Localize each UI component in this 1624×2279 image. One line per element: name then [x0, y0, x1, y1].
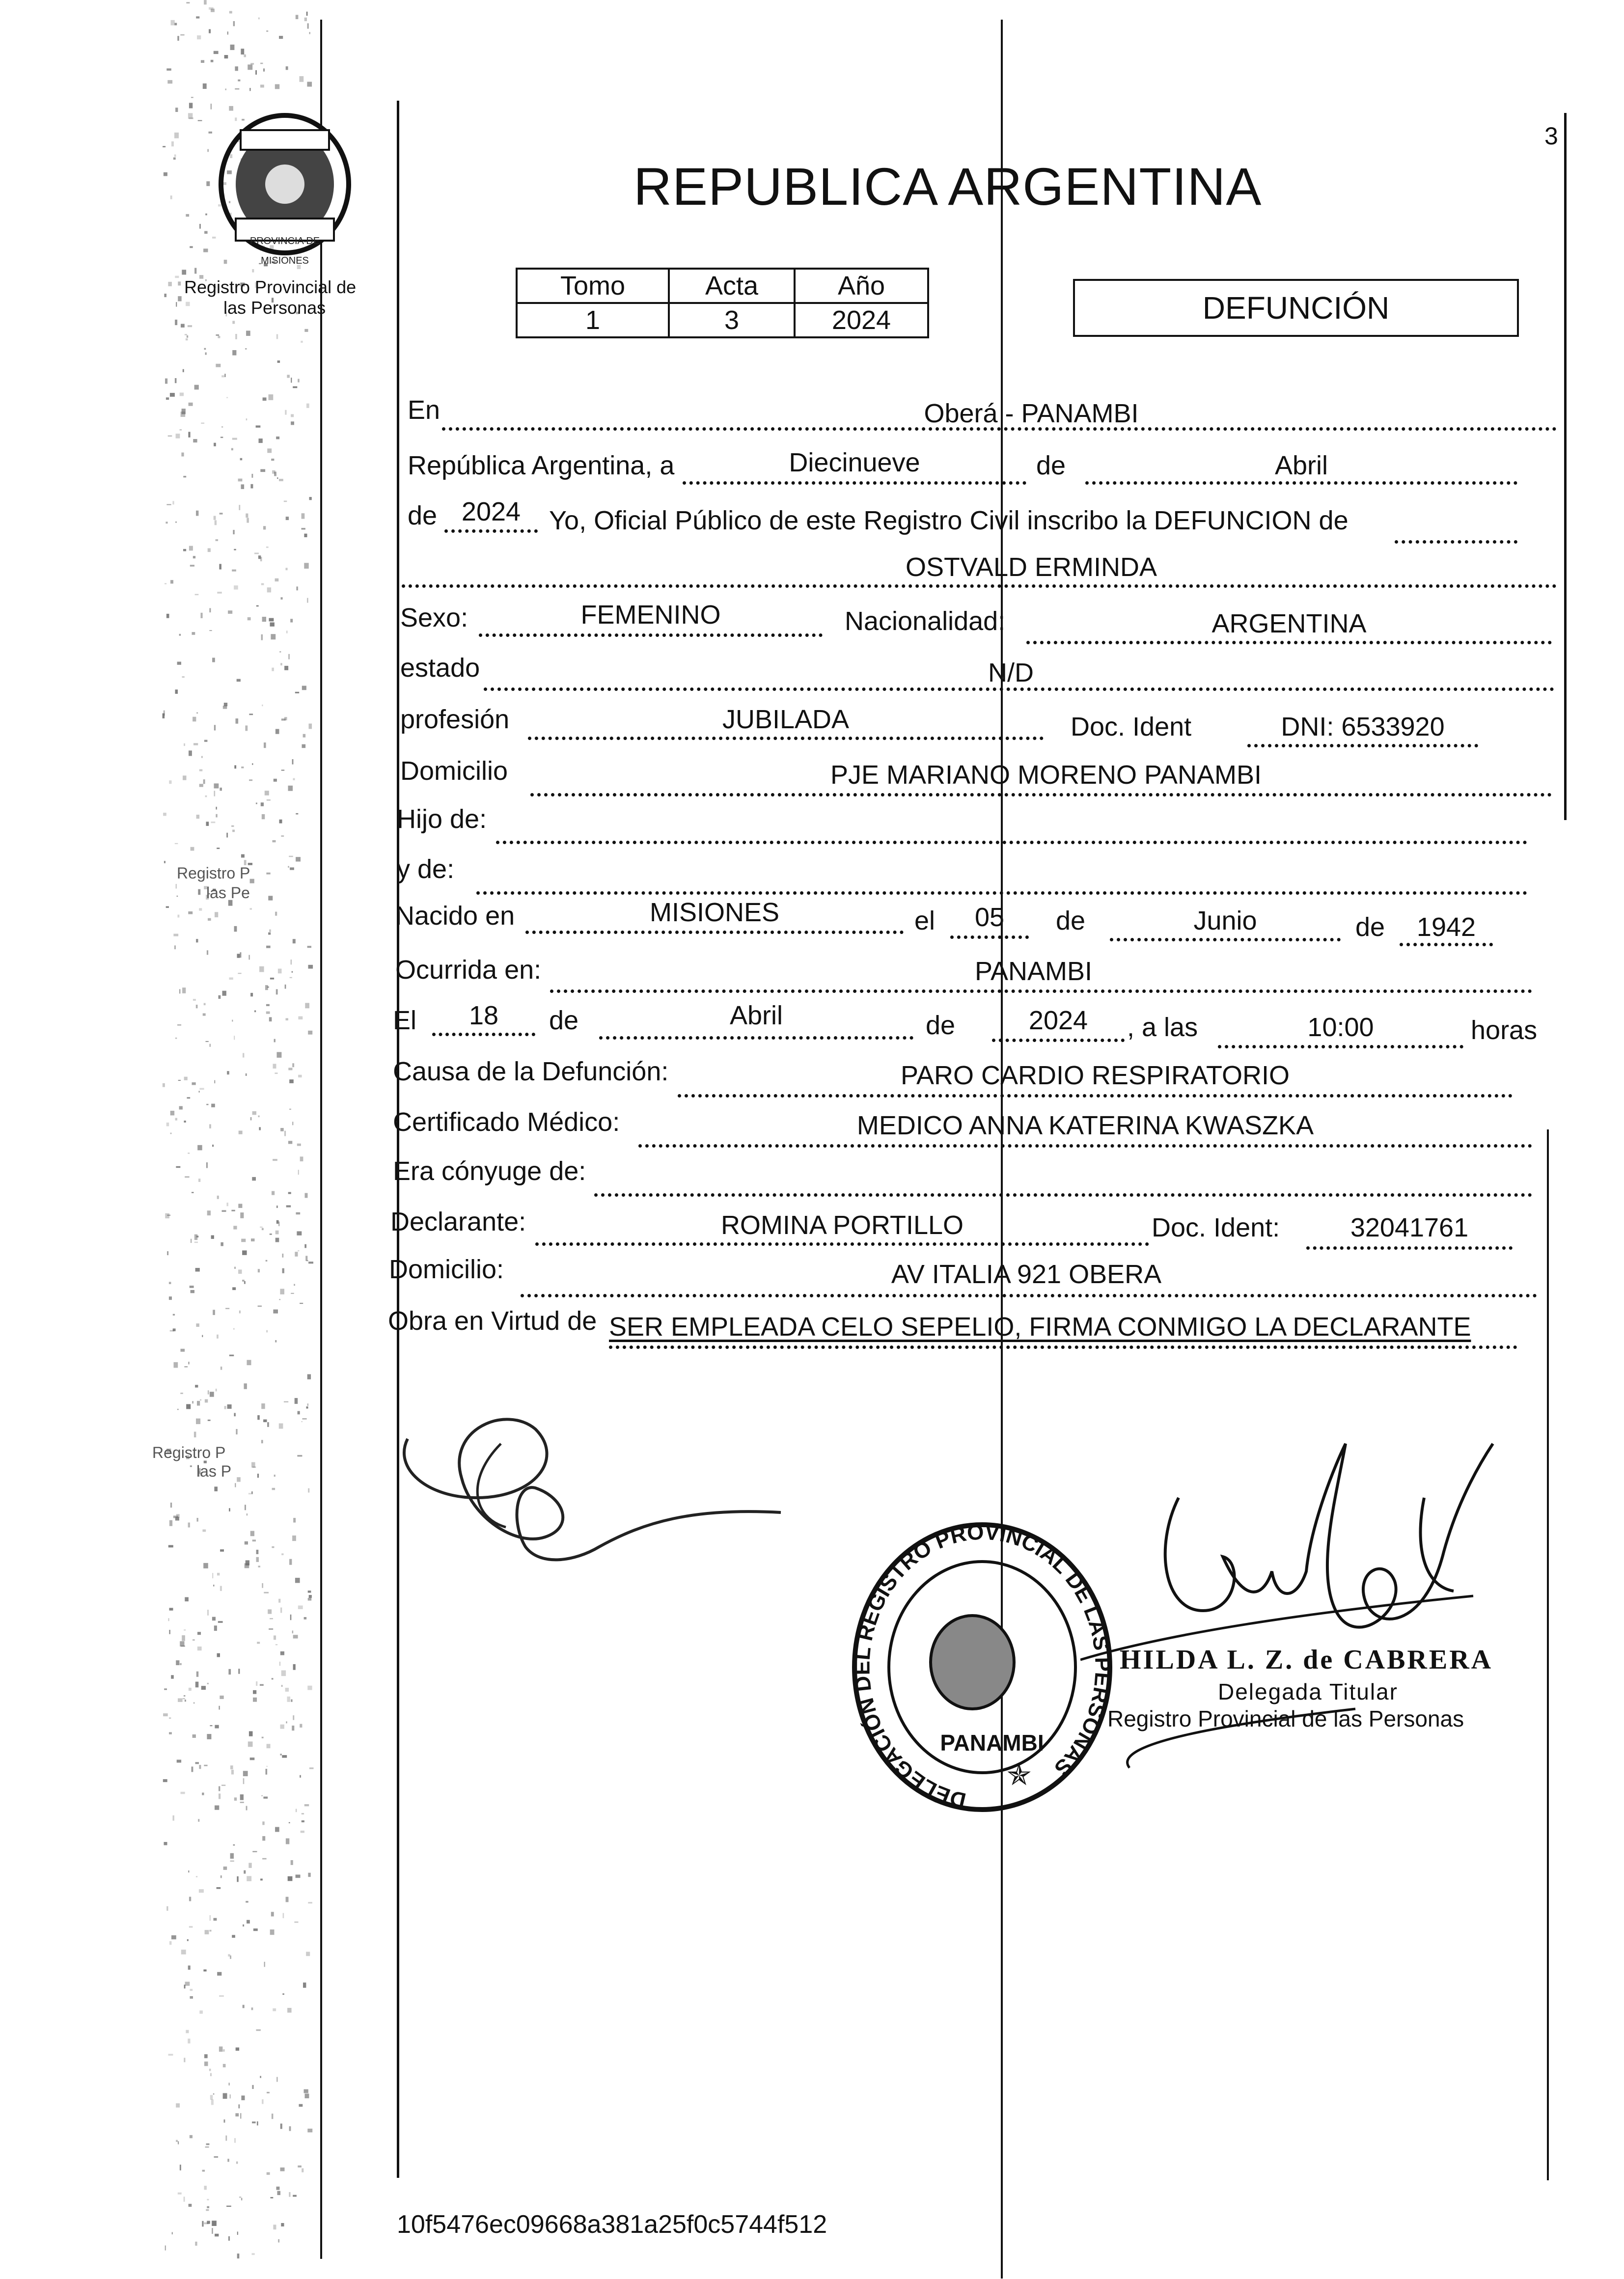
margin-fragment-a1: Registro P: [177, 864, 250, 882]
registry-table: [516, 268, 929, 338]
obra-value: SER EMPLEADA CELO SEPELIO, FIRMA CONMIGO LA DECLARANTE: [609, 1312, 1471, 1342]
decl-domicilio-dotted-line: [521, 1294, 1537, 1297]
inscribo-text: Yo, Oficial Público de este Registro Civil inscribo la DEFUNCION de: [549, 506, 1349, 535]
birth-year-dotted-line: [1400, 943, 1493, 946]
estado-dotted-line: [484, 687, 1554, 691]
en-value: Oberá - PANAMBI: [924, 399, 1139, 428]
hijo-label: Hijo de:: [397, 804, 487, 834]
en-dotted-line: [442, 427, 1557, 431]
causa-value: PARO CARDIO RESPIRATORIO: [900, 1061, 1290, 1090]
month-value: Abril: [1274, 451, 1328, 480]
birth-year: 1942: [1416, 912, 1476, 942]
conyuge-dotted-line: [594, 1193, 1532, 1197]
nacido-value: MISIONES: [649, 898, 780, 927]
content-left-rule: [397, 101, 399, 2178]
republica-label: República Argentina, a: [408, 451, 675, 480]
death-el-label: El: [393, 1006, 417, 1035]
domicilio-label: Domicilio: [400, 756, 508, 786]
obra-dotted-line: [609, 1345, 1517, 1349]
birth-month-dotted-line: [1110, 938, 1341, 941]
page-number: 3: [1544, 122, 1558, 150]
sexo-label: Sexo:: [400, 603, 468, 632]
certificado-label: Certificado Médico:: [393, 1107, 620, 1137]
declarant-signature: [388, 1400, 830, 1606]
domicilio-value: PJE MARIANO MORENO PANAMBI: [830, 760, 1262, 790]
birth-day: 05: [974, 903, 1005, 932]
death-month: Abril: [729, 1001, 783, 1030]
obra-label: Obra en Virtud de: [388, 1306, 597, 1336]
official-signature: [1080, 1424, 1522, 1778]
profesion-label: profesión: [400, 705, 510, 734]
sexo-dotted-line: [479, 633, 823, 637]
table-header-ano: Año: [795, 269, 928, 303]
day-dotted-line: [683, 481, 1026, 485]
country-title: REPUBLICA ARGENTINA: [633, 157, 1262, 216]
decl-domicilio-label: Domicilio:: [389, 1255, 504, 1284]
declarante-value: ROMINA PORTILLO: [720, 1210, 964, 1240]
nacionalidad-value: ARGENTINA: [1211, 609, 1367, 638]
nacido-dotted-line: [525, 931, 904, 934]
seal-ring-text: DELEGACIÓN DEL REGISTRO PROVINCIAL DE LAS PERSONAS: [850, 1520, 1115, 1813]
nacionalidad-dotted-line: [1026, 641, 1552, 644]
day-value: Diecinueve: [789, 448, 920, 477]
document-type-box: DEFUNCIÓN: [1073, 279, 1519, 337]
seal-star-icon: ✯: [1007, 1758, 1032, 1791]
de-label: de: [1036, 451, 1066, 480]
table-header-acta: Acta: [669, 269, 795, 303]
name-dotted-line: [402, 584, 1557, 588]
profesion-value: JUBILADA: [722, 705, 850, 734]
logo-caption-line2: las Personas: [223, 298, 326, 318]
scan-noise-margin: [74, 0, 319, 2279]
seal-emblem-icon: [931, 1616, 1014, 1709]
ocurrida-label: Ocurrida en:: [395, 955, 542, 985]
birth-day-dotted-line: [950, 935, 1029, 939]
nacionalidad-label: Nacionalidad:: [845, 606, 1006, 636]
decl-doc-label: Doc. Ident:: [1152, 1213, 1280, 1242]
alas-label: , a las: [1127, 1013, 1198, 1042]
margin-fragment-a2: las Pe: [206, 884, 250, 902]
logo-seal-text: PROVINCIA DE MISIONES: [249, 236, 320, 266]
table-value-acta: 3: [669, 303, 795, 337]
yde-dotted-line: [476, 891, 1527, 895]
en-label: En: [408, 395, 440, 425]
decl-doc-dotted-line: [1306, 1246, 1513, 1250]
table-value-ano: 2024: [795, 303, 928, 337]
sexo-value: FEMENINO: [580, 600, 721, 630]
deceased-name: OSTVALD ERMINDA: [905, 552, 1157, 582]
yde-label: y de:: [397, 854, 455, 884]
birth-de2: de: [1355, 912, 1385, 942]
death-month-dotted-line: [599, 1036, 913, 1040]
profesion-dotted-line: [528, 737, 1044, 740]
certificado-dotted-line: [638, 1144, 1532, 1148]
conyuge-label: Era cónyuge de:: [393, 1156, 586, 1186]
domicilio-dotted-line: [530, 793, 1552, 796]
margin-fragment-b2: las P: [196, 1462, 232, 1480]
estado-value: N/D: [988, 658, 1034, 687]
declarante-label: Declarante:: [390, 1207, 526, 1236]
doc-dotted-line: [1247, 744, 1478, 747]
el-label: el: [914, 906, 936, 935]
logo-caption-line1: Registro Provincial de: [184, 277, 357, 297]
inscribo-dotted-line: [1395, 540, 1517, 544]
death-time-dotted-line: [1218, 1045, 1463, 1048]
fold-line: [1001, 20, 1003, 2279]
death-day: 18: [468, 1001, 499, 1030]
death-day-dotted-line: [432, 1033, 535, 1036]
causa-dotted-line: [678, 1094, 1513, 1098]
right-rule: [1564, 113, 1567, 820]
official-role: Delegada Titular: [1218, 1679, 1398, 1704]
decl-domicilio-value: AV ITALIA 921 OBERA: [891, 1260, 1162, 1289]
causa-label: Causa de la Defunción:: [393, 1057, 669, 1086]
right-rule-lower: [1547, 1129, 1549, 2180]
document-hash: 10f5476ec09668a381a25f0c5744f512: [397, 2210, 827, 2239]
certificado-value: MEDICO ANNA KATERINA KWASZKA: [856, 1111, 1314, 1140]
left-margin-rule: [320, 20, 322, 2259]
declarante-dotted-line: [535, 1242, 1149, 1246]
death-year: 2024: [1028, 1006, 1088, 1035]
death-time: 10:00: [1307, 1013, 1374, 1042]
year-value: 2024: [461, 497, 521, 526]
nacido-label: Nacido en: [395, 901, 515, 931]
death-de1: de: [549, 1006, 579, 1035]
official-name: HILDA L. Z. de CABRERA: [1120, 1645, 1493, 1675]
hijo-dotted-line: [496, 841, 1527, 844]
estado-label: estado: [400, 653, 480, 683]
margin-fragment-b1: Registro P: [152, 1444, 226, 1461]
ocurrida-value: PANAMBI: [975, 957, 1093, 986]
death-de2: de: [926, 1011, 956, 1040]
year-dotted-line: [444, 529, 538, 533]
birth-month: Junio: [1193, 906, 1257, 935]
month-dotted-line: [1085, 481, 1517, 485]
province-logo: [206, 110, 363, 268]
doc-label: Doc. Ident: [1071, 712, 1192, 741]
death-year-dotted-line: [992, 1039, 1125, 1042]
ocurrida-dotted-line: [550, 989, 1532, 993]
official-office: Registro Provincial de las Personas: [1107, 1706, 1464, 1731]
doc-value: DNI: 6533920: [1281, 712, 1445, 741]
table-header-tomo: Tomo: [517, 269, 669, 303]
birth-de1: de: [1056, 906, 1086, 935]
seal-bottom-text: PANAMBI: [940, 1730, 1044, 1756]
decl-doc-value: 32041761: [1350, 1213, 1469, 1242]
delegation-seal: [845, 1520, 1120, 1824]
year-prefix: de: [408, 501, 438, 530]
horas-label: horas: [1471, 1016, 1538, 1045]
table-value-tomo: 1: [517, 303, 669, 337]
